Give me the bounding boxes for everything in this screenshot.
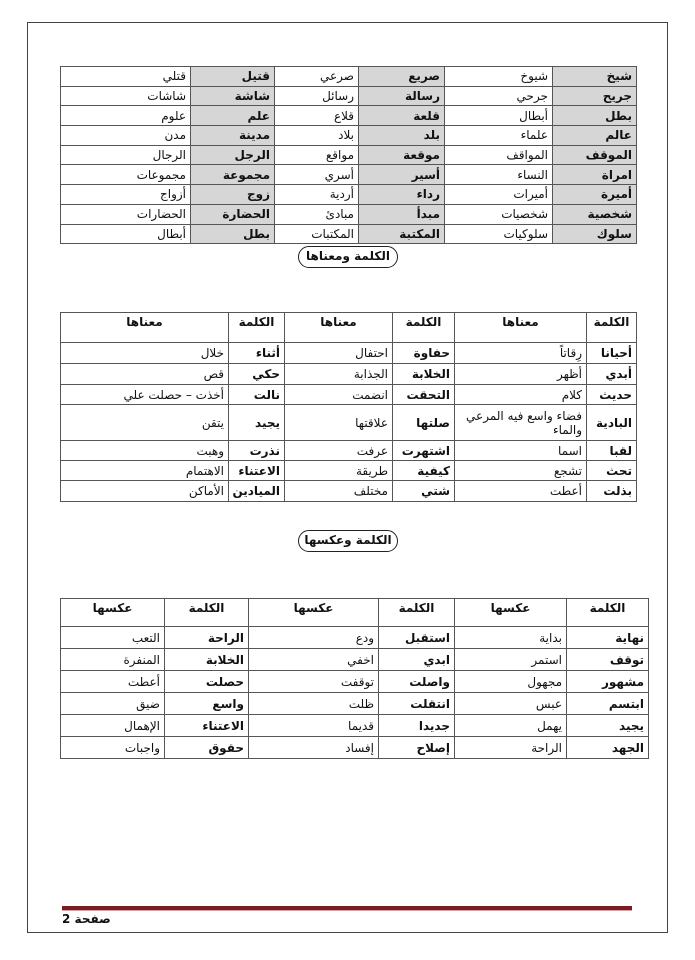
header-cell: عكسها [249,599,379,627]
meaning-cell: المكتبات [275,224,359,244]
word-cell: شيخ [553,67,637,87]
word-cell: نهاية [567,627,649,649]
meaning-cell: الراحة [455,737,567,759]
meaning-cell: ودع [249,627,379,649]
meaning-cell: اسما [455,441,587,461]
word-cell: جديدا [379,715,455,737]
table-row [61,86,637,106]
word-cell: حكي [229,364,285,385]
word-cell: الرجل [191,145,275,165]
meaning-cell: شيوخ [445,67,553,87]
word-cell: بطل [191,224,275,244]
meaning-cell: ضيق [61,693,165,715]
meaning-cell: احتفال [285,343,393,364]
meaning-cell: جرحي [445,86,553,106]
meaning-cell: رِقاتاً [455,343,587,364]
word-cell: شخصية [553,204,637,224]
word-cell: يجيد [229,405,285,441]
meaning-cell: قتلي [61,67,191,87]
word-cell: تحث [587,461,637,481]
meaning-cell: الجذابة [285,364,393,385]
word-cell: شتي [393,481,455,502]
meaning-cell: أعطت [61,671,165,693]
word-cell: بطل [553,106,637,126]
section-title-opposites: الكلمة وعكسها [298,530,398,552]
word-cell: بذلت [587,481,637,502]
meaning-cell: أبطال [61,224,191,244]
word-cell: كيفية [393,461,455,481]
table-row [61,364,637,385]
meaning-cell: مواقع [275,145,359,165]
meaning-cell: استمر [455,649,567,671]
word-cell: رسالة [359,86,445,106]
meaning-cell: مختلف [285,481,393,502]
word-cell: الموقف [553,145,637,165]
word-cell: التحقت [393,385,455,405]
meaning-cell: عبس [455,693,567,715]
word-cell: زوج [191,185,275,205]
table-row [61,627,649,649]
meaning-cell: رسائل [275,86,359,106]
meaning-cell: علماء [445,126,553,146]
meaning-cell: قديما [249,715,379,737]
section-title-meanings: الكلمة ومعناها [298,246,398,268]
page-number: صفحة 2 [62,912,111,926]
word-cell: البادية [587,405,637,441]
meaning-cell: خلال [61,343,229,364]
word-cell: الميادين [229,481,285,502]
table-row [61,165,637,185]
word-cell: حفاوة [393,343,455,364]
meanings-table [60,312,637,502]
table-row [61,461,637,481]
meaning-cell: أميرات [445,185,553,205]
word-cell: اشتهرت [393,441,455,461]
table-row [61,385,637,405]
meaning-cell: شاشات [61,86,191,106]
word-cell: استقبل [379,627,455,649]
meaning-cell: قلاع [275,106,359,126]
table-row [61,649,649,671]
header-cell: الكلمة [379,599,455,627]
footer-divider [62,906,632,911]
word-cell: قتيل [191,67,275,87]
table-row [61,693,649,715]
word-cell: أسير [359,165,445,185]
word-cell: الاعتناء [165,715,249,737]
table-row [61,224,637,244]
table-row [61,441,637,461]
meaning-cell: صرعي [275,67,359,87]
meaning-cell: عرفت [285,441,393,461]
table-row [61,204,637,224]
meaning-cell: وهبت [61,441,229,461]
meaning-cell: أزواج [61,185,191,205]
meaning-cell: اخفي [249,649,379,671]
meaning-cell: يتقن [61,405,229,441]
meaning-cell: انضمت [285,385,393,405]
table-row [61,405,637,441]
word-cell: ابتسم [567,693,649,715]
meaning-cell: النساء [445,165,553,185]
word-cell: المكتبة [359,224,445,244]
meaning-cell: ظلت [249,693,379,715]
header-cell: الكلمة [393,313,455,343]
header-cell: عكسها [61,599,165,627]
meaning-cell: مدن [61,126,191,146]
table-row [61,106,637,126]
table-row [61,145,637,165]
meaning-cell: كلام [455,385,587,405]
meaning-cell: أبطال [445,106,553,126]
meaning-cell: تشجع [455,461,587,481]
word-cell: نالت [229,385,285,405]
meaning-cell: بداية [455,627,567,649]
word-cell: الاعتناء [229,461,285,481]
word-cell: نذرت [229,441,285,461]
meaning-cell: أسري [275,165,359,185]
word-cell: حقوق [165,737,249,759]
header-cell: معناها [455,313,587,343]
header-cell: معناها [61,313,229,343]
word-cell: الحضارة [191,204,275,224]
word-cell: توقف [567,649,649,671]
table-row [61,126,637,146]
meaning-cell: أعطت [455,481,587,502]
meaning-cell: الإهمال [61,715,165,737]
word-cell: الخلابة [393,364,455,385]
table-row [61,343,637,364]
word-cell: مشهور [567,671,649,693]
table-row [61,715,649,737]
table-row [61,481,637,502]
word-cell: امراة [553,165,637,185]
meaning-cell: أردية [275,185,359,205]
word-cell: علم [191,106,275,126]
header-cell: الكلمة [567,599,649,627]
word-cell: ابدي [379,649,455,671]
meaning-cell: أظهر [455,364,587,385]
meaning-cell: قص [61,364,229,385]
header-cell: الكلمة [165,599,249,627]
table-row [61,67,637,87]
word-cell: واسع [165,693,249,715]
meaning-cell: واجبات [61,737,165,759]
meaning-cell: مجهول [455,671,567,693]
meaning-cell: علاقتها [285,405,393,441]
meaning-cell: المواقف [445,145,553,165]
meaning-cell: شخصيات [445,204,553,224]
word-cell: انتقلت [379,693,455,715]
meaning-cell: المنفرة [61,649,165,671]
word-cell: صلتها [393,405,455,441]
meaning-cell: فضاء واسع فيه المرعي والماء [455,405,587,441]
header-cell: الكلمة [587,313,637,343]
word-cell: أبدي [587,364,637,385]
plurals-table [60,66,637,244]
meaning-cell: إفساد [249,737,379,759]
meaning-cell: الحضارات [61,204,191,224]
word-cell: لقبا [587,441,637,461]
word-cell: موقعة [359,145,445,165]
word-cell: الراحة [165,627,249,649]
word-cell: بلد [359,126,445,146]
word-cell: صريع [359,67,445,87]
word-cell: واصلت [379,671,455,693]
word-cell: أميرة [553,185,637,205]
word-cell: مدينة [191,126,275,146]
meaning-cell: أخذت – حصلت علي [61,385,229,405]
word-cell: يجيد [567,715,649,737]
meaning-cell: طريقة [285,461,393,481]
word-cell: مبدأ [359,204,445,224]
header-cell: عكسها [455,599,567,627]
meaning-cell: علوم [61,106,191,126]
word-cell: مجموعة [191,165,275,185]
meaning-cell: مبادئ [275,204,359,224]
meaning-cell: يهمل [455,715,567,737]
word-cell: رداء [359,185,445,205]
meaning-cell: الاهتمام [61,461,229,481]
word-cell: حصلت [165,671,249,693]
table-row [61,185,637,205]
meaning-cell: توقفت [249,671,379,693]
word-cell: جريح [553,86,637,106]
word-cell: عالم [553,126,637,146]
word-cell: الجهد [567,737,649,759]
meaning-cell: بلاد [275,126,359,146]
meaning-cell: سلوكيات [445,224,553,244]
meaning-cell: الرجال [61,145,191,165]
word-cell: إصلاح [379,737,455,759]
meaning-cell: الأماكن [61,481,229,502]
header-cell: معناها [285,313,393,343]
word-cell: أثناء [229,343,285,364]
table-row [61,671,649,693]
word-cell: قلعة [359,106,445,126]
meaning-cell: مجموعات [61,165,191,185]
header-cell: الكلمة [229,313,285,343]
word-cell: سلوك [553,224,637,244]
opposites-table [60,598,649,759]
word-cell: حديث [587,385,637,405]
table-row [61,737,649,759]
meaning-cell: التعب [61,627,165,649]
word-cell: أحيانا [587,343,637,364]
word-cell: شاشة [191,86,275,106]
word-cell: الخلابة [165,649,249,671]
